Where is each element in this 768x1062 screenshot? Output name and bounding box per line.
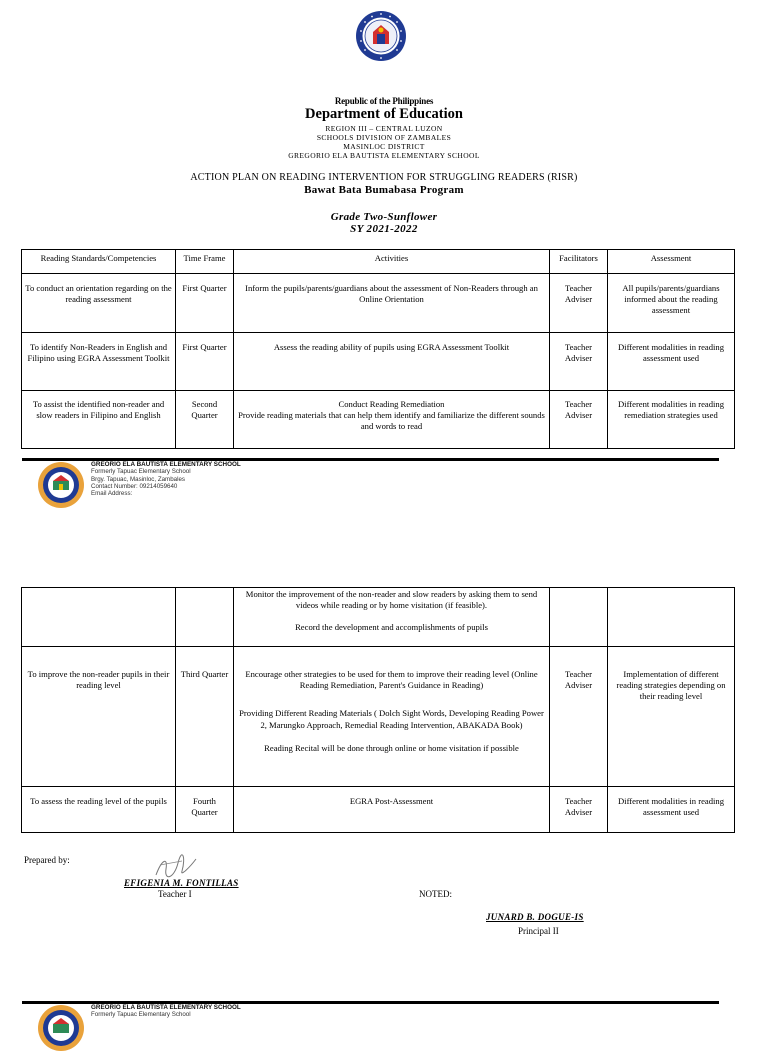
school-line: GREGORIO ELA BAUTISTA ELEMENTARY SCHOOL — [288, 151, 480, 160]
page-footer — [0, 1002, 768, 1062]
table-header-row — [22, 250, 735, 274]
competency-cell: To assess the reading level of the pupils — [22, 787, 176, 833]
competency-cell: To improve the non-reader pupils in their reading level — [22, 647, 176, 787]
facilitator-cell: Teacher Adviser — [550, 274, 608, 333]
page-footer — [0, 459, 768, 519]
program-title: Bawat Bata Bumabasa Program — [304, 184, 464, 196]
table-row — [22, 274, 735, 333]
plan-title: ACTION PLAN ON READING INTERVENTION FOR STRUGGLING READERS (RISR) — [190, 172, 578, 183]
header-facilitators: Facilitators — [550, 250, 608, 274]
region-line: REGION III – CENTRAL LUZON — [325, 124, 443, 133]
table-row — [22, 391, 735, 449]
activity-paragraph: Reading Recital will be done through online or home visitation if possible — [264, 742, 519, 753]
timeframe-cell — [176, 588, 234, 647]
header-activities: Activities — [234, 250, 550, 274]
footer-school-info — [91, 1004, 241, 1019]
footer-school-name: GREORIO ELA BAUTISTA ELEMENTARY SCHOOL — [91, 1004, 241, 1011]
grade-section: Grade Two-Sunflower — [330, 211, 438, 223]
footer-school-info — [91, 461, 241, 497]
assessment-cell: Different modalities in reading assessment used — [608, 333, 735, 391]
activity-cell: Inform the pupils/parents/guardians about the assessment of Non-Readers through an Online Orientation — [234, 274, 550, 333]
header-competencies: Reading Standards/Competencies — [22, 250, 176, 274]
action-plan-table-page2 — [21, 587, 735, 833]
school-logo-icon — [37, 461, 85, 509]
timeframe-cell: Second Quarter — [176, 391, 234, 449]
competency-cell: To assist the identified non-reader and slow readers in Filipino and English — [22, 391, 176, 449]
noted-label: NOTED: — [419, 889, 452, 899]
activity-cell — [234, 647, 550, 787]
facilitator-cell: Teacher Adviser — [550, 391, 608, 449]
facilitator-cell: Teacher Adviser — [550, 647, 608, 787]
principal-role: Principal II — [518, 926, 559, 936]
activity-paragraph: Providing Different Reading Materials ( Dolch Sight Words, Developing Reading Power 2, Marungko Approach, Remedial Reading Intervention, ABAKADA Book) — [239, 708, 544, 730]
activity-line: Conduct Reading Remediation — [338, 399, 445, 409]
facilitator-cell: Teacher Adviser — [550, 787, 608, 833]
competency-cell — [22, 588, 176, 647]
deped-seal-icon — [355, 10, 407, 62]
competency-cell: To identify Non-Readers in English and Filipino using EGRA Assessment Toolkit — [22, 333, 176, 391]
assessment-cell: Different modalities in reading remediation strategies used — [608, 391, 735, 449]
teacher-role: Teacher I — [158, 889, 192, 899]
division-line: SCHOOLS DIVISION OF ZAMBALES — [316, 133, 452, 142]
assessment-cell — [608, 588, 735, 647]
prepared-by-label: Prepared by: — [24, 855, 70, 865]
footer-contact: Contact Number: 09214059640 — [91, 482, 178, 490]
footer-email: Email Address: — [91, 490, 133, 498]
table-row — [22, 333, 735, 391]
activity-cell — [234, 391, 550, 449]
timeframe-cell: First Quarter — [176, 274, 234, 333]
table-row — [22, 787, 735, 833]
activity-paragraph: Encourage other strategies to be used for them to improve their reading level (Online Reading Remediation, Parent's Guidance in Reading) — [245, 669, 538, 691]
activity-cell: EGRA Post-Assessment — [234, 787, 550, 833]
table-row — [22, 588, 735, 647]
school-year: SY 2021-2022 — [350, 223, 418, 235]
footer-address: Brgy. Tapuac, Masinloc, Zambales — [91, 475, 185, 483]
department-heading: Department of Education — [305, 106, 463, 122]
timeframe-cell: First Quarter — [176, 333, 234, 391]
timeframe-cell: Third Quarter — [176, 647, 234, 787]
assessment-cell: All pupils/parents/guardians informed about the reading assessment — [608, 274, 735, 333]
action-plan-table-page1 — [21, 249, 735, 449]
activity-paragraph: Record the development and accomplishments of pupils — [295, 622, 488, 633]
footer-school-name: GREORIO ELA BAUTISTA ELEMENTARY SCHOOL — [91, 461, 241, 468]
competency-cell: To conduct an orientation regarding on the reading assessment — [22, 274, 176, 333]
assessment-cell: Implementation of different reading strategies depending on their reading level — [608, 647, 735, 787]
principal-name: JUNARD B. DOGUE-IS — [486, 912, 584, 922]
district-line: MASINLOC DISTRICT — [343, 142, 425, 151]
teacher-name: EFIGENIA M. FONTILLAS — [124, 878, 239, 888]
table-row — [22, 647, 735, 787]
facilitator-cell: Teacher Adviser — [550, 333, 608, 391]
footer-formerly: Formerly Tapuac Elementary School — [91, 468, 191, 476]
header-time-frame: Time Frame — [176, 250, 234, 274]
republic-heading: Republic of the Philippines — [334, 96, 434, 106]
facilitator-cell — [550, 588, 608, 647]
activity-line: Provide reading materials that can help them identify and familiarize the different sounds and words to read — [238, 410, 545, 432]
activity-paragraph: Monitor the improvement of the non-reader and slow readers by asking them to send videos while reading or by home visitation (if feasible). — [245, 589, 538, 611]
school-logo-icon — [37, 1004, 85, 1052]
activity-cell — [234, 588, 550, 647]
timeframe-cell: Fourth Quarter — [176, 787, 234, 833]
assessment-cell: Different modalities in reading assessment used — [608, 787, 735, 833]
footer-formerly: Formerly Tapuac Elementary School — [91, 1011, 191, 1019]
header-assessment: Assessment — [608, 250, 735, 274]
activity-cell: Assess the reading ability of pupils using EGRA Assessment Toolkit — [234, 333, 550, 391]
